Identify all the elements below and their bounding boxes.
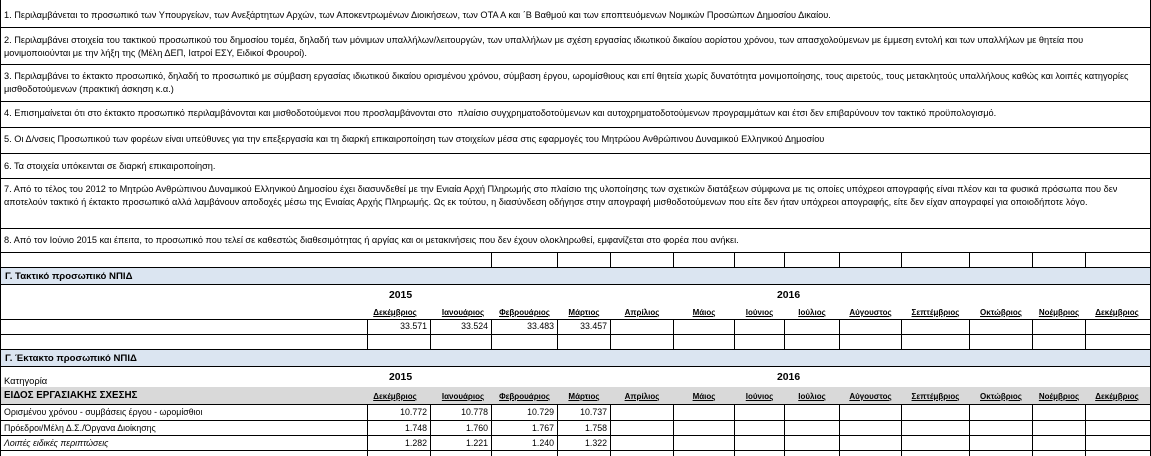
employment-type-label: ΕΙΔΟΣ ΕΡΓΑΣΙΑΚΗΣ ΣΧΕΣΗΣ — [4, 390, 138, 401]
month-header: Οκτώβριος — [980, 392, 1022, 401]
cell-value: 1.240 — [531, 438, 554, 448]
month-header: Φεβρουάριος — [499, 308, 550, 317]
year-label: 2015 — [389, 290, 413, 301]
month-header: Νοέμβριος — [1038, 392, 1080, 401]
note-6: 6. Τα στοιχεία υπόκεινται σε διαρκή επικαιροποίηση. — [4, 161, 216, 171]
section-header-regular-staff — [1, 267, 1150, 285]
month-header: Ιούλιος — [798, 392, 826, 401]
grid-line — [734, 404, 735, 456]
category-label: Κατηγορία — [4, 375, 48, 386]
grid-line — [610, 404, 611, 456]
month-header: Σεπτέμβριος — [911, 308, 960, 317]
month-header: Απρίλιος — [624, 308, 660, 317]
cell-value: 1.221 — [465, 438, 488, 448]
month-header: Μάιος — [692, 392, 716, 401]
divider — [1, 178, 1150, 179]
cell-value: 33.524 — [461, 321, 488, 331]
cell-value: 10.737 — [580, 407, 607, 417]
grid-line — [839, 252, 840, 267]
note-4: 4. Επισημαίνεται ότι στο έκτακτο προσωπικό περιλαμβάνονται και μισθοδοτούμενοι που προσλαμβάνονται στο πλαίσιο συγχρηματοδοτούμενων και αυτοχρηματοδοτούμενων προγραμμάτων και έτσι δεν επιβαρύνουν τον τακτικό προϋπολογισμό. — [4, 108, 997, 118]
grid-line — [1032, 319, 1033, 349]
month-header: Απρίλιος — [624, 392, 660, 401]
grid-line — [610, 252, 611, 267]
note-2: 2. Περιλαμβάνει στοιχεία του τακτικού προσωπικού του δημοσίου τομέα, δηλαδή των μόνιμων υπαλλήλων/λειτουργών, των υπαλλήλων με σχέση εργασίας ιδιωτικού δικαίου αορίστου χρόνου, των απασχολούμενων με έμμεση εντολή και των υπαλλήλων με θητεία που μονιμοποιούνται με την λήξη της (Μέλη ΔΕΠ, Ιατροί ΕΣΥ, Ειδικοί Φρουροί). — [4, 35, 1086, 58]
divider — [1, 252, 1150, 253]
grid-line — [901, 252, 902, 267]
cell-value: 10.729 — [527, 407, 554, 417]
month-header: Μάρτιος — [568, 392, 600, 401]
grid-line — [557, 252, 558, 267]
year-label: 2016 — [777, 372, 801, 383]
month-header: Οκτώβριος — [980, 308, 1022, 317]
grid-line — [1, 404, 1150, 405]
grid-line — [673, 404, 674, 456]
section-title: Γ. Έκτακτο προσωπικό ΝΠΙΔ — [5, 353, 137, 364]
grid-line — [1, 450, 1150, 451]
cell-value: 33.483 — [527, 321, 554, 331]
cell-value: 1.322 — [584, 438, 607, 448]
grid-line — [1032, 404, 1033, 456]
grid-line — [901, 404, 902, 456]
grid-line — [784, 252, 785, 267]
grid-line — [491, 252, 492, 267]
grid-line — [839, 404, 840, 456]
cell-value: 33.571 — [400, 321, 427, 331]
grid-line — [1085, 404, 1086, 456]
year-label: 2015 — [389, 372, 413, 383]
note-8: 8. Από τον Ιούνιο 2015 και έπειτα, το προσωπικό που τελεί σε καθεστώς διαθεσιμότητας ή αργίας και οι μετακινήσεις που δεν έχουν ολοκληρωθεί, εμφανίζεται στο φορέα που ανήκει. — [4, 235, 739, 245]
month-header: Μάρτιος — [568, 308, 600, 317]
grid-line — [784, 319, 785, 349]
month-header: Ιούνιος — [745, 392, 774, 401]
grid-line — [839, 319, 840, 349]
cell-value: 1.758 — [584, 423, 607, 433]
month-header: Ιούλιος — [798, 308, 826, 317]
note-3: 3. Περιλαμβάνει το έκτακτο προσωπικό, δηλαδή το προσωπικό με σύμβαση εργασίας ιδιωτικού δικαίου ορισμένου χρόνου, σύμβαση έργου, ωρομίσθιους και επί θητεία χωρίς δυνατότητα μονιμοποίησης, τους αιρετούς, τους μετακλητούς υπαλλήλους καθώς και λοιπές κατηγορίες μισθοδοτούμενων (πρακτική άσκηση κ.α.) — [4, 71, 1132, 94]
row-label: Λοιπές ειδικές περιπτώσεις — [4, 438, 109, 448]
row-label: Πρόεδροι/Μέλη Δ.Σ./Όργανα Διοίκησης — [4, 423, 156, 433]
note-5: 5. Οι Δ/νσεις Προσωπικού των φορέων είναι υπεύθυνες για την επεξεργασία και τη διαρκή επικαιροποίηση των στοιχείων μέσα στις εφαρμογές του Μητρώου Ανθρώπινου Δυναμικού Ελληνικού Δημοσίου — [4, 134, 825, 144]
grid-line — [969, 319, 970, 349]
grid-line — [969, 404, 970, 456]
divider — [1, 127, 1150, 128]
note-7: 7. Από το τέλος του 2012 το Μητρώο Ανθρώπινου Δυναμικού Ελληνικού Δημοσίου έχει διασυνδεθεί με την Ενιαία Αρχή Πληρωμής στο πλαίσιο της υλοποίησης των σχετικών διατάξεων σύμφωνα με τις οποίες υπόχρεοι απογραφής είναι πλέον και τα φυσικά πρόσωπα που δεν αποτελούν τακτικό ή έκτακτο προσωπικό αλλά λαμβάνουν αποδοχές μέσω της Ενιαίας Αρχής Πληρωμής. Ως εκ τούτου, η διασύνδεση οδήγησε στην απογραφή μισθοδοτούμενων που είτε δεν ήταν υπόχρεοι απογραφής, είτε δεν είχαν απογραφεί για οποιοδήποτε λόγο. — [4, 184, 1120, 207]
grid-line — [1, 334, 1150, 335]
grid-line — [784, 404, 785, 456]
grid-line — [1, 420, 1150, 421]
grid-line — [673, 252, 674, 267]
grid-line — [1085, 319, 1086, 349]
cell-value: 10.778 — [461, 407, 488, 417]
grid-line — [969, 252, 970, 267]
divider — [1, 27, 1150, 28]
grid-line — [1032, 252, 1033, 267]
cell-value: 1.760 — [465, 423, 488, 433]
month-header: Δεκέμβριος — [1095, 308, 1139, 317]
note-1: 1. Περιλαμβάνεται το προσωπικό των Υπουργείων, των Ανεξάρτητων Αρχών, των Αποκεντρωμένων Διοικήσεων, των ΟΤΑ Α και ΄Β Βαθμού και των εποπτευόμενων Νομικών Προσώπων Δημοσίου Δικαίου. — [4, 10, 831, 20]
cell-value: 1.282 — [404, 438, 427, 448]
month-header: Δεκέμβριος — [373, 392, 417, 401]
divider — [1, 101, 1150, 102]
month-header: Αύγουστος — [849, 308, 892, 317]
cell-value: 1.767 — [531, 423, 554, 433]
divider — [1, 228, 1150, 229]
month-header: Φεβρουάριος — [499, 392, 550, 401]
section-title: Γ. Τακτικό προσωπικό ΝΠΙΔ — [5, 271, 133, 282]
grid-line — [1085, 252, 1086, 267]
grid-line — [734, 319, 735, 349]
section-header-temporary-staff — [1, 349, 1150, 367]
cell-value: 10.772 — [400, 407, 427, 417]
grid-line — [734, 252, 735, 267]
row-label: Ορισμένου χρόνου - συμβάσεις έργου - ωρομίσθιοι — [4, 407, 203, 417]
month-header: Δεκέμβριος — [373, 308, 417, 317]
grid-line — [1, 319, 1150, 320]
cell-value: 1.748 — [404, 423, 427, 433]
year-label: 2016 — [777, 290, 801, 301]
month-header: Ιανουάριος — [441, 392, 485, 401]
grid-line — [673, 319, 674, 349]
cell-value: 33.457 — [580, 321, 607, 331]
month-header: Δεκέμβριος — [1095, 392, 1139, 401]
grid-line — [901, 319, 902, 349]
month-header: Μάιος — [692, 308, 716, 317]
month-header: Ιανουάριος — [441, 308, 485, 317]
grid-line — [610, 319, 611, 349]
grid-line — [1, 435, 1150, 436]
month-header: Αύγουστος — [849, 392, 892, 401]
month-header: Σεπτέμβριος — [911, 392, 960, 401]
divider — [1, 64, 1150, 65]
month-header: Νοέμβριος — [1038, 308, 1080, 317]
month-header: Ιούνιος — [745, 308, 774, 317]
divider — [1, 153, 1150, 154]
